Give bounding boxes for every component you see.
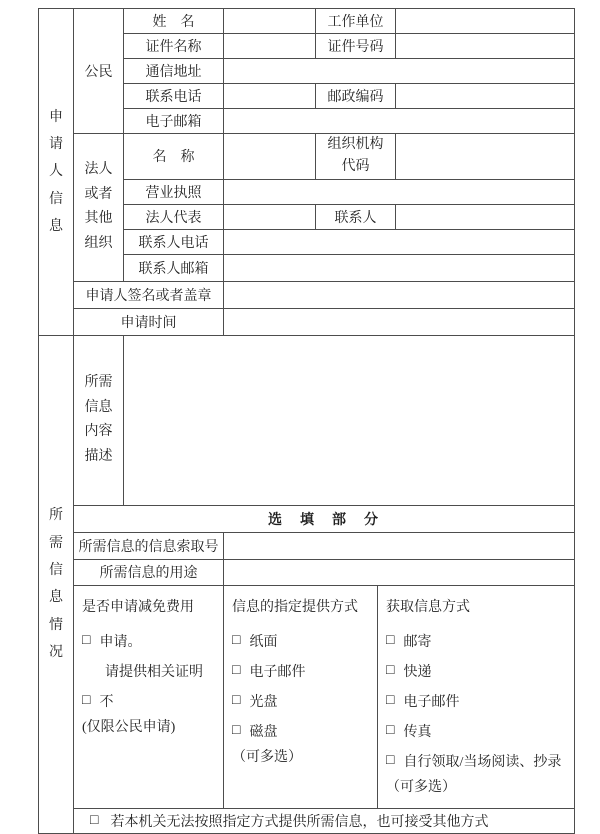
contact-email-value-cell[interactable] <box>224 254 575 281</box>
checkbox-icon[interactable]: □ <box>386 692 395 708</box>
optional-section-header: 选 填 部 分 <box>74 505 575 532</box>
obtain-multi-select-note: （可多选） <box>386 779 456 795</box>
content-desc-value-cell[interactable] <box>124 335 575 505</box>
id-number-value-cell[interactable] <box>396 34 575 59</box>
contact-value-cell[interactable] <box>396 204 575 229</box>
obtain-option-fax[interactable] <box>386 721 431 741</box>
obtain-option-self-pickup[interactable] <box>386 751 561 771</box>
checkbox-icon[interactable]: □ <box>232 692 241 708</box>
obtain-option-label: 邮寄 <box>403 634 432 650</box>
obtain-option-label: 快递 <box>403 664 432 680</box>
email-label: 电子邮箱 <box>124 109 224 134</box>
provide-multi-select-note: （可多选） <box>232 749 302 765</box>
phone-value-cell[interactable] <box>224 84 316 109</box>
id-name-label: 证件名称 <box>124 34 224 59</box>
fee-waiver-title: 是否申请减免费用 <box>82 599 194 615</box>
fee-citizen-only-note: (仅限公民申请) <box>82 719 176 735</box>
address-value-cell[interactable] <box>224 59 575 84</box>
checkbox-icon[interactable]: □ <box>232 722 241 738</box>
apply-time-value-cell[interactable] <box>224 308 575 335</box>
group-label-citizen: 公民 <box>74 9 124 134</box>
other-way-cell <box>74 808 575 833</box>
obtain-option-express[interactable] <box>386 661 431 681</box>
contact-label: 联系人 <box>316 204 396 229</box>
fee-waiver-cell <box>74 585 224 808</box>
postcode-label: 邮政编码 <box>316 84 396 109</box>
email-value-cell[interactable] <box>224 109 575 134</box>
checkbox-icon[interactable]: □ <box>232 632 241 648</box>
signature-value-cell[interactable] <box>224 281 575 308</box>
form-table <box>38 8 575 834</box>
contact-email-label: 联系人邮箱 <box>124 254 224 281</box>
legal-rep-label: 法人代表 <box>124 204 224 229</box>
checkbox-icon[interactable]: □ <box>82 692 91 708</box>
name-value-cell[interactable] <box>224 9 316 34</box>
name-label: 姓 名 <box>124 9 224 34</box>
content-desc-label: 所需信息内容描述 <box>74 335 124 505</box>
work-unit-value-cell[interactable] <box>396 9 575 34</box>
phone-label: 联系电话 <box>124 84 224 109</box>
legal-rep-value-cell[interactable] <box>224 204 316 229</box>
checkbox-icon[interactable]: □ <box>232 662 241 678</box>
org-name-label: 名 称 <box>124 134 224 180</box>
org-name-value-cell[interactable] <box>224 134 316 180</box>
application-form <box>38 8 575 834</box>
org-code-label: 组织机构代码 <box>316 134 396 180</box>
business-license-label: 营业执照 <box>124 179 224 204</box>
contact-phone-label: 联系人电话 <box>124 229 224 254</box>
section-title-required-info: 所需信息情况 <box>39 335 74 833</box>
fee-apply-option[interactable] <box>82 631 141 651</box>
id-name-value-cell[interactable] <box>224 34 316 59</box>
checkbox-icon[interactable]: □ <box>386 662 395 678</box>
checkbox-icon[interactable]: □ <box>90 812 99 828</box>
provide-option-email[interactable] <box>232 661 305 681</box>
postcode-value-cell[interactable] <box>396 84 575 109</box>
section-title-applicant: 申请人信息 <box>39 9 74 336</box>
obtain-option-mail[interactable] <box>386 631 431 651</box>
id-number-label: 证件号码 <box>316 34 396 59</box>
index-number-value-cell[interactable] <box>224 532 575 559</box>
provide-option-label: 电子邮件 <box>249 664 306 680</box>
provide-option-cd[interactable] <box>232 691 277 711</box>
obtain-option-label: 电子邮件 <box>403 694 460 710</box>
obtain-option-email[interactable] <box>386 691 459 711</box>
purpose-label: 所需信息的用途 <box>74 559 224 585</box>
fee-apply-label: 申请。 <box>99 634 142 650</box>
address-label: 通信地址 <box>124 59 224 84</box>
provide-method-cell <box>224 585 378 808</box>
provide-method-title: 信息的指定提供方式 <box>232 599 358 615</box>
other-way-note: 若本机关无法按照指定方式提供所需信息，也可接受其他方式 <box>110 814 489 830</box>
obtain-method-cell <box>378 585 575 808</box>
index-number-label: 所需信息的信息索取号 <box>74 532 224 559</box>
provide-option-disk[interactable] <box>232 721 277 741</box>
obtain-method-title: 获取信息方式 <box>386 599 470 615</box>
checkbox-icon[interactable]: □ <box>386 632 395 648</box>
checkbox-icon[interactable]: □ <box>82 632 91 648</box>
checkbox-icon[interactable]: □ <box>386 722 395 738</box>
apply-time-label: 申请时间 <box>74 308 224 335</box>
fee-no-label: 不 <box>99 694 114 710</box>
work-unit-label: 工作单位 <box>316 9 396 34</box>
obtain-option-label: 传真 <box>403 724 432 740</box>
org-code-value-cell[interactable] <box>396 134 575 180</box>
provide-option-label: 磁盘 <box>249 724 278 740</box>
fee-no-option[interactable] <box>82 691 113 711</box>
provide-option-paper[interactable] <box>232 631 277 651</box>
checkbox-icon[interactable]: □ <box>386 752 395 768</box>
contact-phone-value-cell[interactable] <box>224 229 575 254</box>
purpose-value-cell[interactable] <box>224 559 575 585</box>
business-license-value-cell[interactable] <box>224 179 575 204</box>
provide-option-label: 纸面 <box>249 634 278 650</box>
fee-apply-note: 请提供相关证明 <box>105 664 203 680</box>
signature-label: 申请人签名或者盖章 <box>74 281 224 308</box>
provide-option-label: 光盘 <box>249 694 278 710</box>
group-label-legal-org: 法人或者其他组织 <box>74 134 124 282</box>
obtain-option-label: 自行领取/当场阅读、抄录 <box>403 754 562 770</box>
